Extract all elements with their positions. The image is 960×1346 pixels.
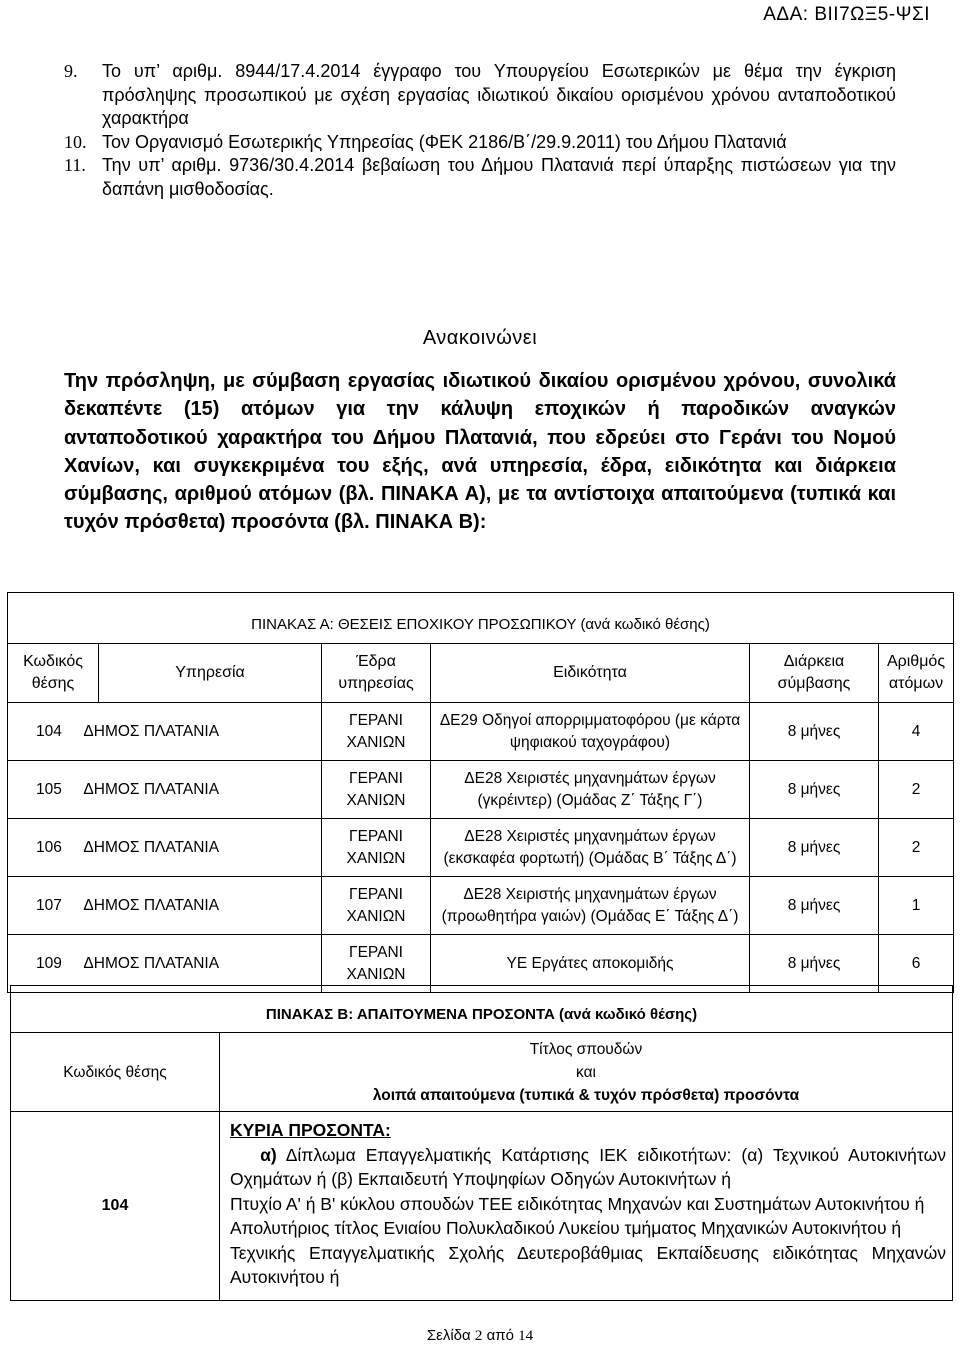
positions-table-title: ΠΙΝΑΚΑΣ Α: ΘΕΣΕΙΣ ΕΠΟΧΙΚΟΥ ΠΡΟΣΩΠΙΚΟΥ (ανά κωδικό θέσης) [8, 593, 954, 644]
reference-number: 11. [64, 155, 86, 175]
announcement-heading: Ανακοινώνει [422, 327, 538, 349]
header-qualifications [220, 1033, 953, 1112]
table-row [8, 703, 954, 761]
row-duration: 8 μήνες [750, 761, 879, 819]
reference-item [64, 60, 896, 131]
reference-number: 10. [64, 131, 87, 152]
row-duration: 8 μήνες [750, 819, 879, 877]
positions-table [7, 592, 954, 993]
qualifications-table [10, 985, 953, 1301]
row-qualifications [220, 1112, 953, 1301]
row-seat: ΓΕΡΑΝΙ ΧΑΝΙΩΝ [322, 761, 431, 819]
ada-code: ΑΔΑ: ΒΙΙ7ΩΞ5-ΨΣΙ [763, 4, 930, 25]
row-service: ΔΗΜΟΣ ΠΛΑΤΑΝΙΑ [83, 780, 220, 798]
qualification-line: Απολυτήριος τίτλος Ενιαίου Πολυκλαδικού Λυκείου τμήματος Μηχανικών Αυτοκινήτου ή [230, 1218, 902, 1238]
row-service: ΔΗΜΟΣ ΠΛΑΤΑΝΙΑ [83, 954, 220, 972]
row-code: 105 [36, 780, 62, 798]
row-duration: 8 μήνες [750, 935, 879, 993]
announcement-text: Την πρόσληψη, με σύμβαση εργασίας ιδιωτικού δικαίου ορισμένου χρόνου, συνολικά δεκαπέντε (15) ατόμων για την κάλυψη εποχικών ή παροδικών αναγκών ανταποδοτικού χαρακτήρα του Δήμου Πλατανιά, που εδρεύει στο Γεράνι του Νομού Χανίων, και συγκεκριμένα του εξής, ανά υπηρεσία, έδρα, ειδικότητα και διάρκεια σύμβασης, αριθμού ατόμων (βλ. ΠΙΝΑΚΑ Α), με τα αντίστοιχα απαιτούμενα (τυπικά και τυχόν πρόσθετα) προσόντα (βλ. ΠΙΝΑΚΑ Β): [64, 370, 896, 534]
row-seat: ΓΕΡΑΝΙ ΧΑΝΙΩΝ [322, 935, 431, 993]
row-count: 2 [879, 819, 954, 877]
main-qualifications-label: ΚΥΡΙΑ ΠΡΟΣΟΝΤΑ: [230, 1120, 391, 1140]
row-code: 104 [11, 1112, 220, 1301]
qualifications-table-title: ΠΙΝΑΚΑΣ Β: ΑΠΑΙΤΟΥΜΕΝΑ ΠΡΟΣΟΝΤΑ (ανά κωδικό θέσης) [11, 986, 953, 1033]
qualification-item-label: α) [260, 1144, 277, 1165]
row-duration: 8 μήνες [750, 703, 879, 761]
row-code: 109 [36, 954, 62, 972]
qualification-line: Τεχνικής Επαγγελματικής Σχολής Δευτεροβάθμιας Εκπαίδευσης ειδικότητας Μηχανών Αυτοκινήτου ή [230, 1242, 946, 1287]
positions-header-row [8, 644, 954, 703]
header-specialty: Ειδικότητα [431, 644, 750, 703]
row-specialty: ΔΕ29 Οδηγοί απορριμματοφόρου (με κάρτα ψηφιακού ταχογράφου) [431, 703, 750, 761]
header-quals-line2: και [576, 1063, 596, 1081]
reference-item [64, 131, 896, 155]
row-count: 4 [879, 703, 954, 761]
reference-item [64, 154, 896, 201]
header-seat: Έδρα υπηρεσίας [322, 644, 431, 703]
row-specialty: ΔΕ28 Χειριστής μηχανημάτων έργων (προωθητήρα γαιών) (Ομάδας Ε΄ Τάξης Δ΄) [431, 877, 750, 935]
row-seat: ΓΕΡΑΝΙ ΧΑΝΙΩΝ [322, 877, 431, 935]
footer-page: 2 [474, 1328, 483, 1344]
header-count: Αριθμός ατόμων [879, 644, 954, 703]
qualifications-header-row [11, 1033, 953, 1112]
table-row [8, 761, 954, 819]
table-row [8, 935, 954, 993]
header-quals-line1: Τίτλος σπουδών [529, 1040, 643, 1058]
page-footer [0, 1327, 960, 1345]
reference-number: 9. [64, 61, 78, 81]
row-seat: ΓΕΡΑΝΙ ΧΑΝΙΩΝ [322, 703, 431, 761]
header-code: Κωδικός θέσης [11, 1033, 220, 1112]
row-specialty: ΔΕ28 Χειριστές μηχανημάτων έργων (γκρέιντερ) (Ομάδας Ζ΄ Τάξης Γ΄) [431, 761, 750, 819]
footer-total: 14 [518, 1328, 534, 1344]
table-row [8, 877, 954, 935]
row-code: 106 [36, 838, 62, 856]
reference-text: Το υπ’ αριθμ. 8944/17.4.2014 έγγραφο του Υπουργείου Εσωτερικών με θέμα την έγκριση πρόσληψης προσωπικού με σχέση εργασίας ιδιωτικού δικαίου ορισμένου χρόνου ανταποδοτικού χαρακτήρα [102, 61, 896, 128]
reference-text: Τον Οργανισμό Εσωτερικής Υπηρεσίας (ΦΕΚ 2186/Β΄/29.9.2011) του Δήμου Πλατανιά [102, 131, 787, 152]
table-row [8, 819, 954, 877]
table-row [11, 1112, 953, 1301]
row-specialty: ΔΕ28 Χειριστές μηχανημάτων έργων (εκσκαφέα φορτωτή) (Ομάδας Β΄ Τάξης Δ΄) [431, 819, 750, 877]
footer-of: από [486, 1327, 514, 1344]
header-quals-line3: λοιπά απαιτούμενα (τυπικά & τυχόν πρόσθετα) προσόντα [372, 1086, 800, 1104]
qualification-item-text: Δίπλωμα Επαγγελματικής Κατάρτισης ΙΕΚ ειδικοτήτων: (α) Τεχνικού Αυτοκινήτων Οχημάτων ή (β) Εκπαιδευτή Υποψηφίων Οδηγών Αυτοκινήτων ή [230, 1144, 946, 1189]
row-count: 6 [879, 935, 954, 993]
qualification-line: Πτυχίο Α' ή Β' κύκλου σπουδών ΤΕΕ ειδικότητας Μηχανών και Συστημάτων Αυτοκινήτου ή [230, 1193, 925, 1214]
reference-text: Την υπ’ αριθμ. 9736/30.4.2014 βεβαίωση του Δήμου Πλατανιά περί ύπαρξης πιστώσεων για την δαπάνη μισθοδοσίας. [102, 155, 896, 199]
footer-label: Σελίδα [426, 1327, 471, 1344]
row-count: 1 [879, 877, 954, 935]
header-code: Κωδικός θέσης [8, 644, 99, 703]
row-seat: ΓΕΡΑΝΙ ΧΑΝΙΩΝ [322, 819, 431, 877]
row-service: ΔΗΜΟΣ ΠΛΑΤΑΝΙΑ [83, 722, 220, 740]
row-count: 2 [879, 761, 954, 819]
row-service: ΔΗΜΟΣ ΠΛΑΤΑΝΙΑ [83, 838, 220, 856]
row-service: ΔΗΜΟΣ ΠΛΑΤΑΝΙΑ [83, 896, 220, 914]
reference-list [64, 60, 896, 201]
row-code: 104 [36, 722, 62, 740]
row-code: 107 [36, 896, 62, 914]
header-duration: Διάρκεια σύμβασης [750, 644, 879, 703]
qualification-item [230, 1143, 946, 1192]
row-specialty: ΥΕ Εργάτες αποκομιδής [431, 935, 750, 993]
row-duration: 8 μήνες [750, 877, 879, 935]
header-service: Υπηρεσία [99, 644, 322, 703]
